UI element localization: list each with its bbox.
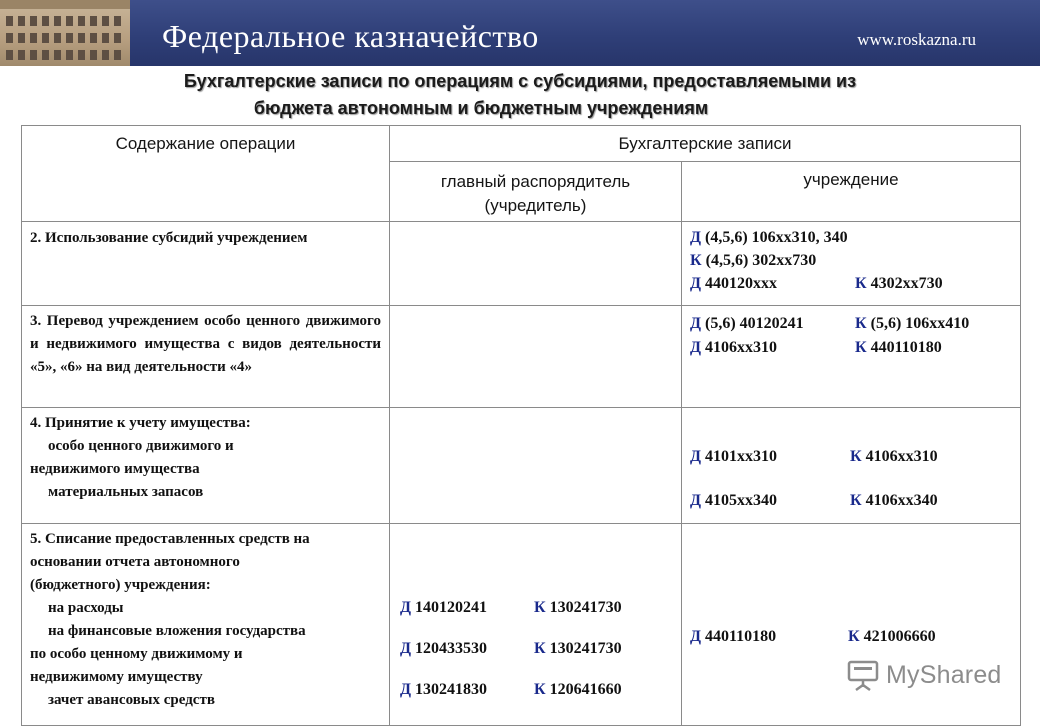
debit-mark: Д [690,628,702,645]
op-line: недвижимого имущества [30,461,200,477]
accounting-table [21,125,1021,726]
header-inst-cell [682,162,1021,222]
debit-mark: Д [690,275,702,292]
credit-value: 4106хх310 [865,448,938,465]
watermark-text: MyShared [886,660,1002,689]
credit-value: (4,5,6) 302хх730 [705,252,817,269]
credit-value: (5,6) 106хх410 [870,315,970,332]
op-line: недвижимому имуществу [30,669,203,685]
credit-mark: К [534,599,546,616]
inst-cell [682,306,1021,408]
op-line: зачет авансовых средств [48,692,215,708]
debit-value: 4105хх340 [705,492,778,509]
op-line: основании отчета автономного [30,554,240,570]
debit-mark: Д [690,315,702,332]
myshared-watermark [846,655,1002,695]
credit-value: 120641660 [549,681,622,698]
main-cell [390,408,682,524]
debit-mark: Д [690,339,702,356]
table-row [22,524,1021,726]
title-line-2: бюджета автономным и бюджетным учреждениям [253,98,709,118]
entry-line [400,669,673,710]
op-cell [22,524,390,726]
op-line: 4. Принятие к учету имущества: [30,415,251,431]
building-photo [0,0,130,66]
table-row [22,222,1021,306]
credit-mark: К [855,275,867,292]
header-content-label: Содержание операции [115,134,296,153]
credit-mark: К [850,492,862,509]
entry-line [690,272,1012,295]
entry-line [690,226,1012,249]
debit-value: 130241830 [415,681,488,698]
site-url[interactable]: www.roskazna.ru [857,30,976,49]
entry-line [690,625,1012,649]
header-content-cell [22,126,390,222]
credit-value: 4106хх340 [865,492,938,509]
debit-value: 4106хх310 [705,339,778,356]
header-records-cell [390,126,1021,162]
op-line: по особо ценному движимому и [30,646,243,662]
op-cell [22,222,390,306]
op-text: 2. Использование субсидий учреждением [30,230,308,246]
header-inst-label: учреждение [803,170,899,189]
debit-value: 140120241 [415,599,488,616]
table-row [22,408,1021,524]
entry-line [400,587,673,628]
debit-value: 120433530 [415,640,488,657]
header-records-label: Бухгалтерские записи [618,134,792,153]
op-cell [22,408,390,524]
entry-line [690,435,1012,479]
credit-mark: К [850,448,862,465]
debit-value: 4101хх310 [705,448,778,465]
header-main-cell [390,162,682,222]
credit-value: 421006660 [863,628,936,645]
credit-value: 4302хх730 [870,275,943,292]
header-main-label: главный распорядитель (учредитель) [440,172,631,215]
main-cell [390,524,682,726]
op-text: 3. Перевод учреждением особо ценного движимого и недвижимого имущества с видов деятельности «5», «6» на вид деятельности «4» [30,313,381,375]
credit-mark: К [690,252,702,269]
main-cell [390,222,682,306]
debit-mark: Д [690,448,702,465]
inst-cell [682,408,1021,524]
inst-cell [682,524,1021,726]
entry-line [400,628,673,669]
credit-value: 130241730 [549,640,622,657]
credit-value: 440110180 [870,339,942,356]
credit-mark: К [848,628,860,645]
op-line: материальных запасов [48,484,204,500]
entry-line [690,336,1012,360]
debit-mark: Д [400,681,412,698]
op-line: на расходы [48,600,124,616]
debit-mark: Д [400,640,412,657]
header-banner [0,0,1040,66]
credit-mark: К [855,339,867,356]
entry-line [690,479,1012,523]
op-line: (бюджетного) учреждения: [30,577,211,593]
credit-value: 130241730 [549,599,622,616]
debit-value: 440110180 [705,628,777,645]
credit-mark: К [534,681,546,698]
op-cell [22,306,390,408]
entry-line [690,249,1012,272]
op-line: 5. Списание предоставленных средств на [30,531,310,547]
debit-mark: Д [690,492,702,509]
org-name: Федеральное казначейство [162,18,539,54]
main-cell [390,306,682,408]
title-line-1: Бухгалтерские записи по операциям с субсидиями, предоставляемыми из [183,71,857,91]
debit-value: (4,5,6) 106хх310, 340 [705,229,848,246]
op-line: особо ценного движимого и [48,438,234,454]
debit-value: (5,6) 40120241 [705,315,804,332]
op-line: на финансовые вложения государства [48,623,306,639]
credit-mark: К [855,315,867,332]
table-row [22,306,1021,408]
debit-value: 440120ххх [705,275,778,292]
debit-mark: Д [400,599,412,616]
page-title [0,68,1040,122]
credit-mark: К [534,640,546,657]
entry-line [690,312,1012,336]
debit-mark: Д [690,229,702,246]
inst-cell [682,222,1021,306]
presentation-board-icon [846,658,880,692]
